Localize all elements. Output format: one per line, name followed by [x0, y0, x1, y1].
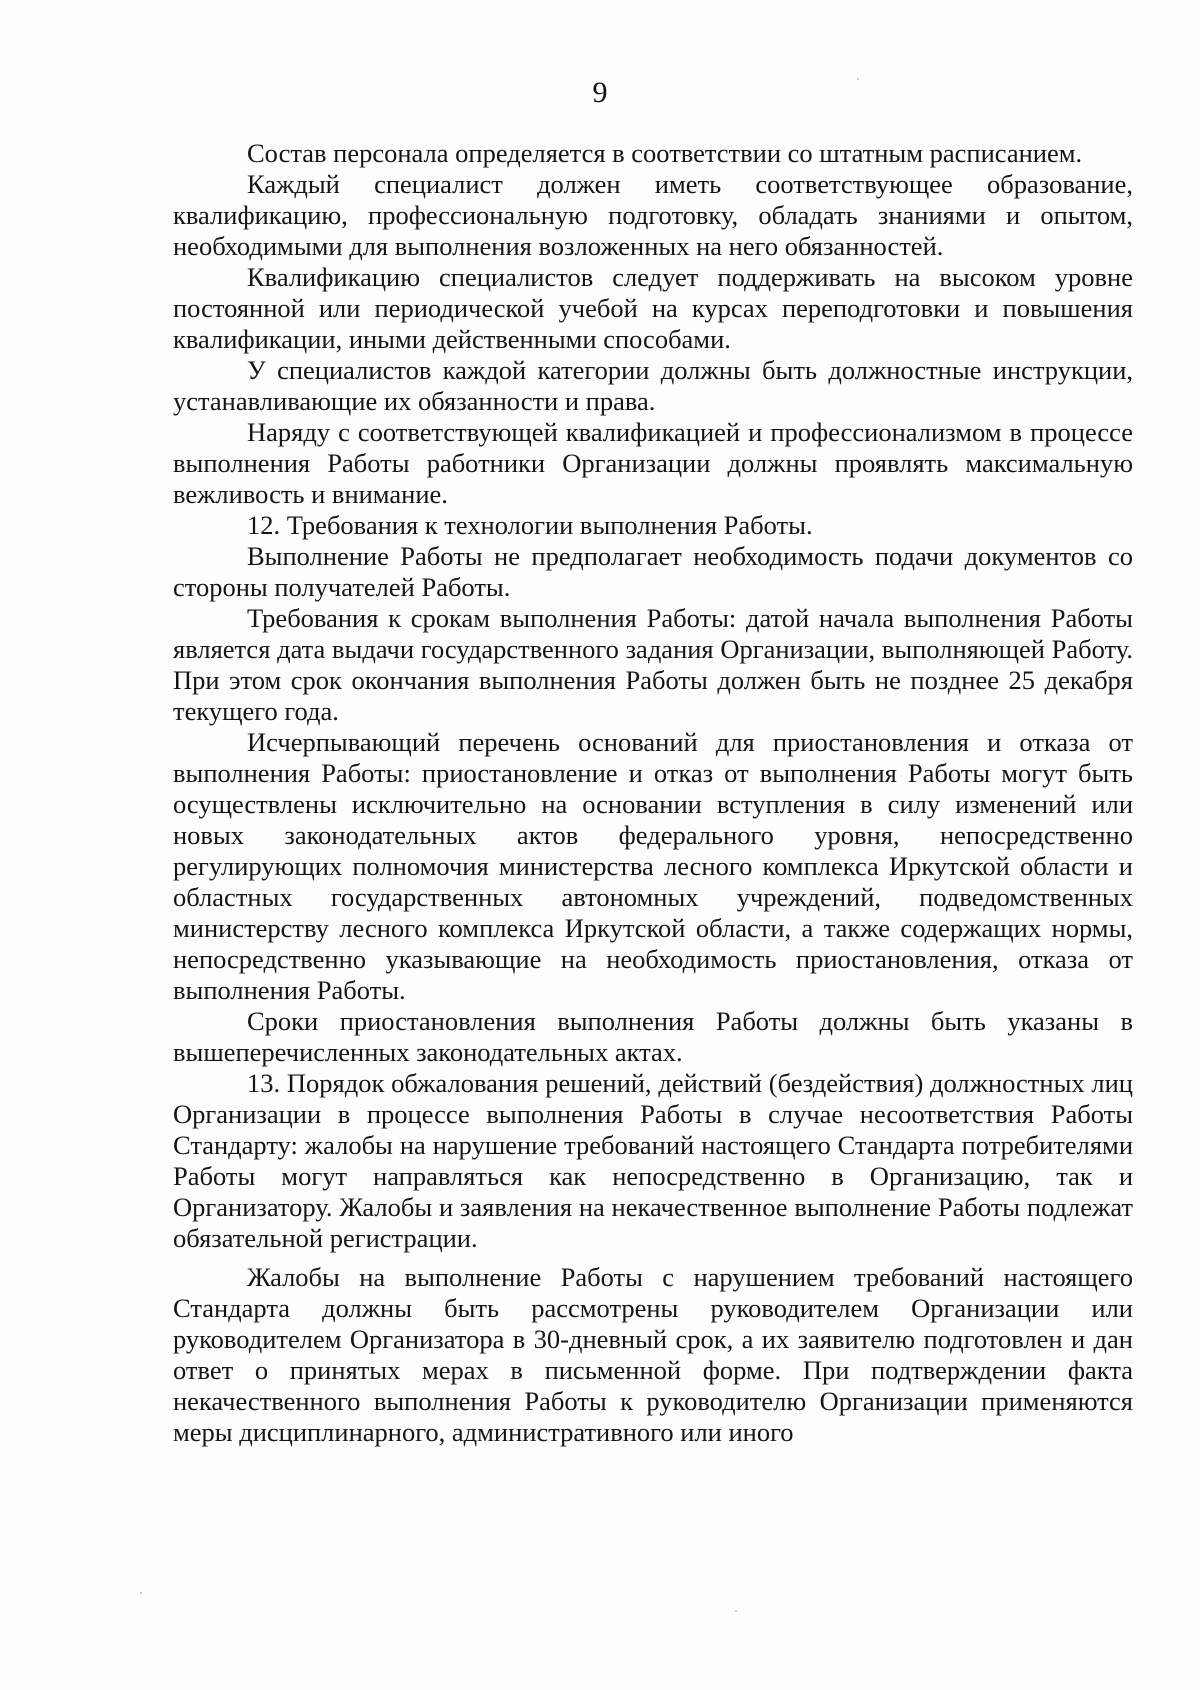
- paragraph-deadlines: Требования к срокам выполнения Работы: датой начала выполнения Работы является дата выдачи государственного задания Организации, выполняющей Работу. При этом срок окончания выполнения Работы должен быть не позднее 25 декабря текущего года.: [173, 603, 1133, 726]
- page-number: 9: [592, 76, 608, 109]
- paragraph-suspension-grounds: Исчерпывающий перечень оснований для приостановления и отказа от выполнения Работы: приостановление и отказ от выполнения Работы могут быть осуществлены исключительно на основании вступления в силу изменений или новых законодательных актов федерального уровня, непосредственно регулирующих полномочия министерства лесного комплекса Иркутской области и областных государственных автономных учреждений, подведомственных министерству лесного комплекса Иркутской области, а также содержащих нормы, непосредственно указывающие на необходимость приостановления, отказа от выполнения Работы.: [173, 727, 1133, 1005]
- paragraph-no-documents: Выполнение Работы не предполагает необходимость подачи документов со стороны получателей Работы.: [173, 541, 1133, 602]
- section-12-heading: 12. Требования к технологии выполнения Работы.: [247, 510, 813, 540]
- paragraph-staff-composition: Состав персонала определяется в соответствии со штатным расписанием.: [247, 138, 1083, 168]
- paragraph-suspension-terms: Сроки приостановления выполнения Работы должны быть указаны в вышеперечисленных законодательных актах.: [173, 1006, 1133, 1067]
- paragraph-job-instructions: У специалистов каждой категории должны быть должностные инструкции, устанавливающие их обязанности и права.: [173, 355, 1133, 416]
- paragraph-complaint-review: Жалобы на выполнение Работы с нарушением требований настоящего Стандарта должны быть рассмотрены руководителем Организации или руководителем Организатора в 30-дневный срок, а их заявителю подготовлен и дан ответ о принятых мерах в письменной форме. При подтверждении факта некачественного выполнения Работы к руководителю Организации применяются меры дисциплинарного, административного или иного: [173, 1262, 1133, 1447]
- scan-speck: [857, 78, 859, 80]
- section-13-appeal-procedure: 13. Порядок обжалования решений, действий (бездействия) должностных лиц Организации в процессе выполнения Работы в случае несоответствия Работы Стандарту: жалобы на нарушение требований настоящего Стандарта потребителями Работы могут направляться как непосредственно в Организацию, так и Организатору. Жалобы и заявления на некачественное выполнение Работы подлежат обязательной регистрации.: [173, 1068, 1133, 1253]
- paragraph-qualification-maintenance: Квалификацию специалистов следует поддерживать на высоком уровне постоянной или периодической учебой на курсах переподготовки и повышения квалификации, иными действенными способами.: [173, 262, 1133, 354]
- scan-speck: [140, 1592, 142, 1594]
- paragraph-specialist-requirements: Каждый специалист должен иметь соответствующее образование, квалификацию, профессиональную подготовку, обладать знаниями и опытом, необходимыми для выполнения возложенных на него обязанностей.: [173, 169, 1133, 261]
- paragraph-courtesy: Наряду с соответствующей квалификацией и профессионализмом в процессе выполнения Работы работники Организации должны проявлять максимальную вежливость и внимание.: [173, 417, 1133, 509]
- scan-speck: [735, 1610, 737, 1612]
- document-body: [173, 138, 1133, 1448]
